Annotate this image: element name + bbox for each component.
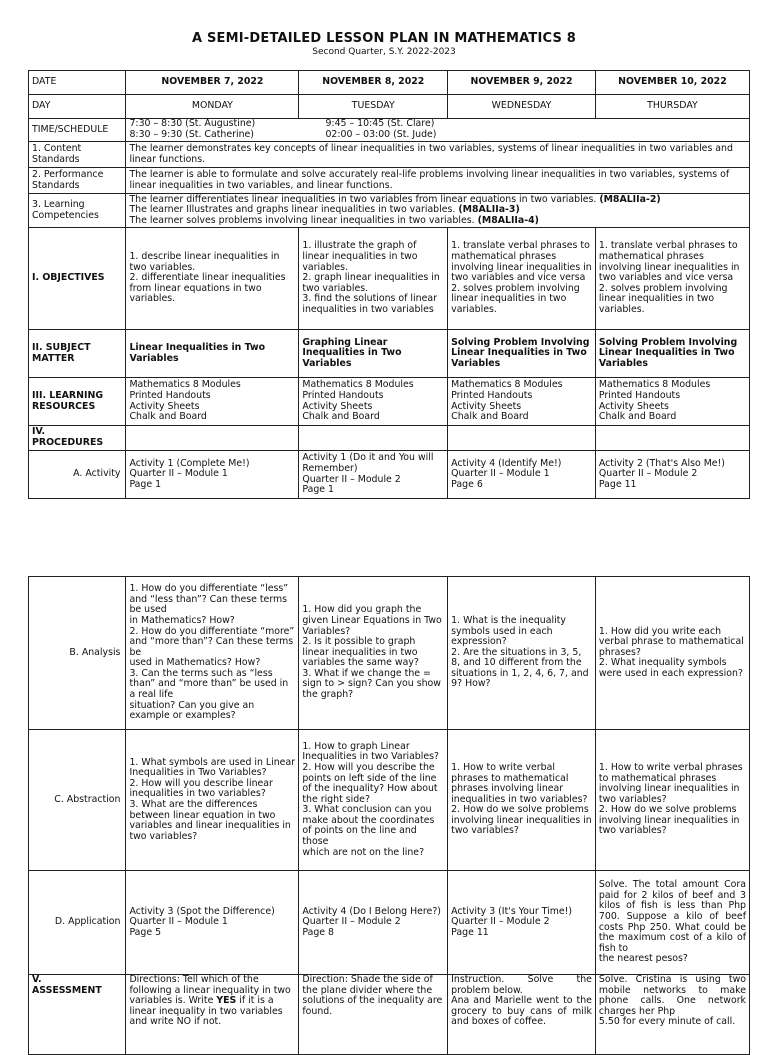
- subject-matter-row: [29, 330, 750, 378]
- analysis-label: B. Analysis: [29, 577, 126, 730]
- content-standard-text: The learner demonstrates key concepts of linear inequalities in two variables, systems of linear inequalities in two variables and linear functions.: [126, 142, 750, 168]
- analysis-cell: 1. What is the inequality symbols used in each expression? 2. Are the situations in 3, 5, 8, and 10 different from the situations in 1, 2, 4, 6, 7, and 9? How?: [448, 577, 596, 730]
- application-cell: Solve. The total amount Cora paid for 2 kilos of beef and 3 kilos of fish is less than Php 700. Suppose a kilo of beef costs Php 250. What could be the maximum cost of a kilo of fish to the nearest pesos?: [595, 871, 749, 975]
- lesson-plan-table-top: [28, 70, 750, 499]
- date-cell: NOVEMBER 7, 2022: [126, 71, 299, 95]
- abstraction-row: [29, 730, 750, 871]
- assessment-cell: Instruction. Solve the problem below. Ana and Marielle went to the grocery to buy cans of milk and boxes of coffee.: [448, 975, 596, 1055]
- application-cell: Activity 4 (Do I Belong Here?) Quarter II – Module 2 Page 8: [299, 871, 448, 975]
- abstraction-cell: 1. How to graph Linear Inequalities in two Variables? 2. How will you describe the points on left side of the line of the inequality? How about the right side? 3. What conclusion can you make about the coordinates of points on the line and those which are not on the line?: [299, 730, 448, 871]
- analysis-cell: 1. How did you write each verbal phrase to mathematical phrases? 2. What inequality symbols were used in each expression?: [595, 577, 749, 730]
- content-standard-row: [29, 142, 750, 168]
- assessment-cell: Solve. Cristina is using two mobile networks to make phone calls. One network charges her Php 5.50 for every minute of call.: [595, 975, 749, 1055]
- day-cell: THURSDAY: [595, 95, 749, 119]
- objectives-row: [29, 228, 750, 330]
- assessment-label: V. ASSESSMENT: [29, 975, 126, 1055]
- competency-line: The learner solves problems involving linear inequalities in two variables. (M8ALIIa-4): [129, 214, 539, 226]
- analysis-cell: 1. How do you differentiate “less” and “less than”? Can these terms be used in Mathematics? How? 2. How do you differentiate “more” and “more than”? Can these terms be used in Mathematics? How? 3. Can the terms such as “less than” and “more than” be used in a real life situation? Can you give an example or examples?: [126, 577, 299, 730]
- competencies-cell: [126, 194, 750, 228]
- activity-cell: Activity 1 (Do it and You will Remember) Quarter II – Module 2 Page 1: [299, 451, 448, 499]
- objective-cell: 1. translate verbal phrases to mathematical phrases involving linear inequalities in two variables and vice versa 2. solves problem involving linear inequalities in two variables.: [595, 228, 749, 330]
- subject-cell: Graphing Linear Inequalities in Two Variables: [299, 330, 448, 378]
- page-subtitle: Second Quarter, S.Y. 2022-2023: [312, 47, 456, 57]
- application-cell: Activity 3 (Spot the Difference) Quarter II – Module 1 Page 5: [126, 871, 299, 975]
- performance-standard-label: 2. Performance Standards: [29, 168, 126, 194]
- performance-standard-row: [29, 168, 750, 194]
- resources-row: [29, 378, 750, 426]
- activity-row: [29, 451, 750, 499]
- procedures-label: IV. PROCEDURES: [29, 426, 126, 451]
- date-cell: NOVEMBER 10, 2022: [595, 71, 749, 95]
- day-label: DAY: [29, 95, 126, 119]
- schedule-left: 7:30 – 8:30 (St. Augustine) 8:30 – 9:30 (St. Catherine): [129, 118, 256, 140]
- abstraction-label: C. Abstraction: [29, 730, 126, 871]
- objective-cell: 1. describe linear inequalities in two variables. 2. differentiate linear inequalities from linear equations in two variables.: [126, 228, 299, 330]
- resources-label: III. LEARNING RESOURCES: [29, 378, 126, 426]
- application-label: D. Application: [29, 871, 126, 975]
- date-row: [29, 71, 750, 95]
- objective-cell: 1. illustrate the graph of linear inequalities in two variables. 2. graph linear inequalities in two variables. 3. find the solutions of linear inequalities in two variables: [299, 228, 448, 330]
- performance-standard-text: The learner is able to formulate and solve accurately real-life problems involving linear inequalities in two variables, systems of linear inequalities in two variables, and linear functions.: [126, 168, 750, 194]
- subject-cell: Solving Problem Involving Linear Inequalities in Two Variables: [448, 330, 596, 378]
- competency-line: The learner differentiates linear inequalities in two variables from linear equations in two variables. (M8ALIIa-2): [129, 193, 661, 205]
- time-label: TIME/SCHEDULE: [29, 119, 126, 142]
- assessment-cell: Direction: Shade the side of the plane divider where the solutions of the inequality are found.: [299, 975, 448, 1055]
- abstraction-cell: 1. What symbols are used in Linear Inequalities in Two Variables? 2. How will you describe linear inequalities in two variables? 3. What are the differences between linear equation in two variables and linear inequalities in two variables?: [126, 730, 299, 871]
- schedule-row: [29, 119, 750, 142]
- resource-cell: Mathematics 8 Modules Printed Handouts Activity Sheets Chalk and Board: [448, 378, 596, 426]
- activity-cell: Activity 1 (Complete Me!) Quarter II – Module 1 Page 1: [126, 451, 299, 499]
- day-cell: TUESDAY: [299, 95, 448, 119]
- abstraction-cell: 1. How to write verbal phrases to mathematical phrases involving linear inequalities in two variables? 2. How do we solve problems involving linear inequalities in two variables?: [448, 730, 596, 871]
- schedule-right: 9:45 – 10:45 (St. Clare) 02:00 – 03:00 (St. Jude): [325, 118, 437, 140]
- day-row: [29, 95, 750, 119]
- analysis-cell: 1. How did you graph the given Linear Equations in Two Variables? 2. Is it possible to graph linear inequalities in two variables the same way? 3. What if we change the = sign to > sign? Can you show the graph?: [299, 577, 448, 730]
- day-cell: MONDAY: [126, 95, 299, 119]
- day-cell: WEDNESDAY: [448, 95, 596, 119]
- subject-cell: Linear Inequalities in Two Variables: [126, 330, 299, 378]
- lesson-plan-table-bottom: [28, 576, 750, 1055]
- resource-cell: Mathematics 8 Modules Printed Handouts Activity Sheets Chalk and Board: [299, 378, 448, 426]
- resource-cell: Mathematics 8 Modules Printed Handouts Activity Sheets Chalk and Board: [595, 378, 749, 426]
- date-label: DATE: [29, 71, 126, 95]
- resource-cell: Mathematics 8 Modules Printed Handouts Activity Sheets Chalk and Board: [126, 378, 299, 426]
- subject-cell: Solving Problem Involving Linear Inequalities in Two Variables: [595, 330, 749, 378]
- analysis-row: [29, 577, 750, 730]
- activity-label: A. Activity: [29, 451, 126, 499]
- date-cell: NOVEMBER 8, 2022: [299, 71, 448, 95]
- abstraction-cell: 1. How to write verbal phrases to mathematical phrases involving linear inequalities in two variables? 2. How do we solve problems involving linear inequalities in two variables?: [595, 730, 749, 871]
- date-cell: NOVEMBER 9, 2022: [448, 71, 596, 95]
- competencies-label: 3. Learning Competencies: [29, 194, 126, 228]
- objective-cell: 1. translate verbal phrases to mathematical phrases involving linear inequalities in two variables and vice versa 2. solves problem involving linear inequalities in two variables.: [448, 228, 596, 330]
- content-standard-label: 1. Content Standards: [29, 142, 126, 168]
- activity-cell: Activity 2 (That's Also Me!) Quarter II – Module 2 Page 11: [595, 451, 749, 499]
- assessment-cell: Directions: Tell which of the following a linear inequality in two variables is. Write YES if it is a linear inequality in two variables and write NO if not.: [126, 975, 299, 1055]
- subject-matter-label: II. SUBJECT MATTER: [29, 330, 126, 378]
- assessment-row: [29, 975, 750, 1055]
- application-cell: Activity 3 (It's Your Time!) Quarter II – Module 2 Page 11: [448, 871, 596, 975]
- schedule-cell: [126, 119, 750, 142]
- procedures-row: [29, 426, 750, 451]
- competency-line: The learner Illustrates and graphs linear inequalities in two variables. (M8ALIIa-3): [129, 204, 520, 216]
- page-title: A SEMI-DETAILED LESSON PLAN IN MATHEMATICS 8: [191, 31, 577, 46]
- activity-cell: Activity 4 (Identify Me!) Quarter II – Module 1 Page 6: [448, 451, 596, 499]
- application-row: [29, 871, 750, 975]
- objectives-label: I. OBJECTIVES: [29, 228, 126, 330]
- competencies-row: [29, 194, 750, 228]
